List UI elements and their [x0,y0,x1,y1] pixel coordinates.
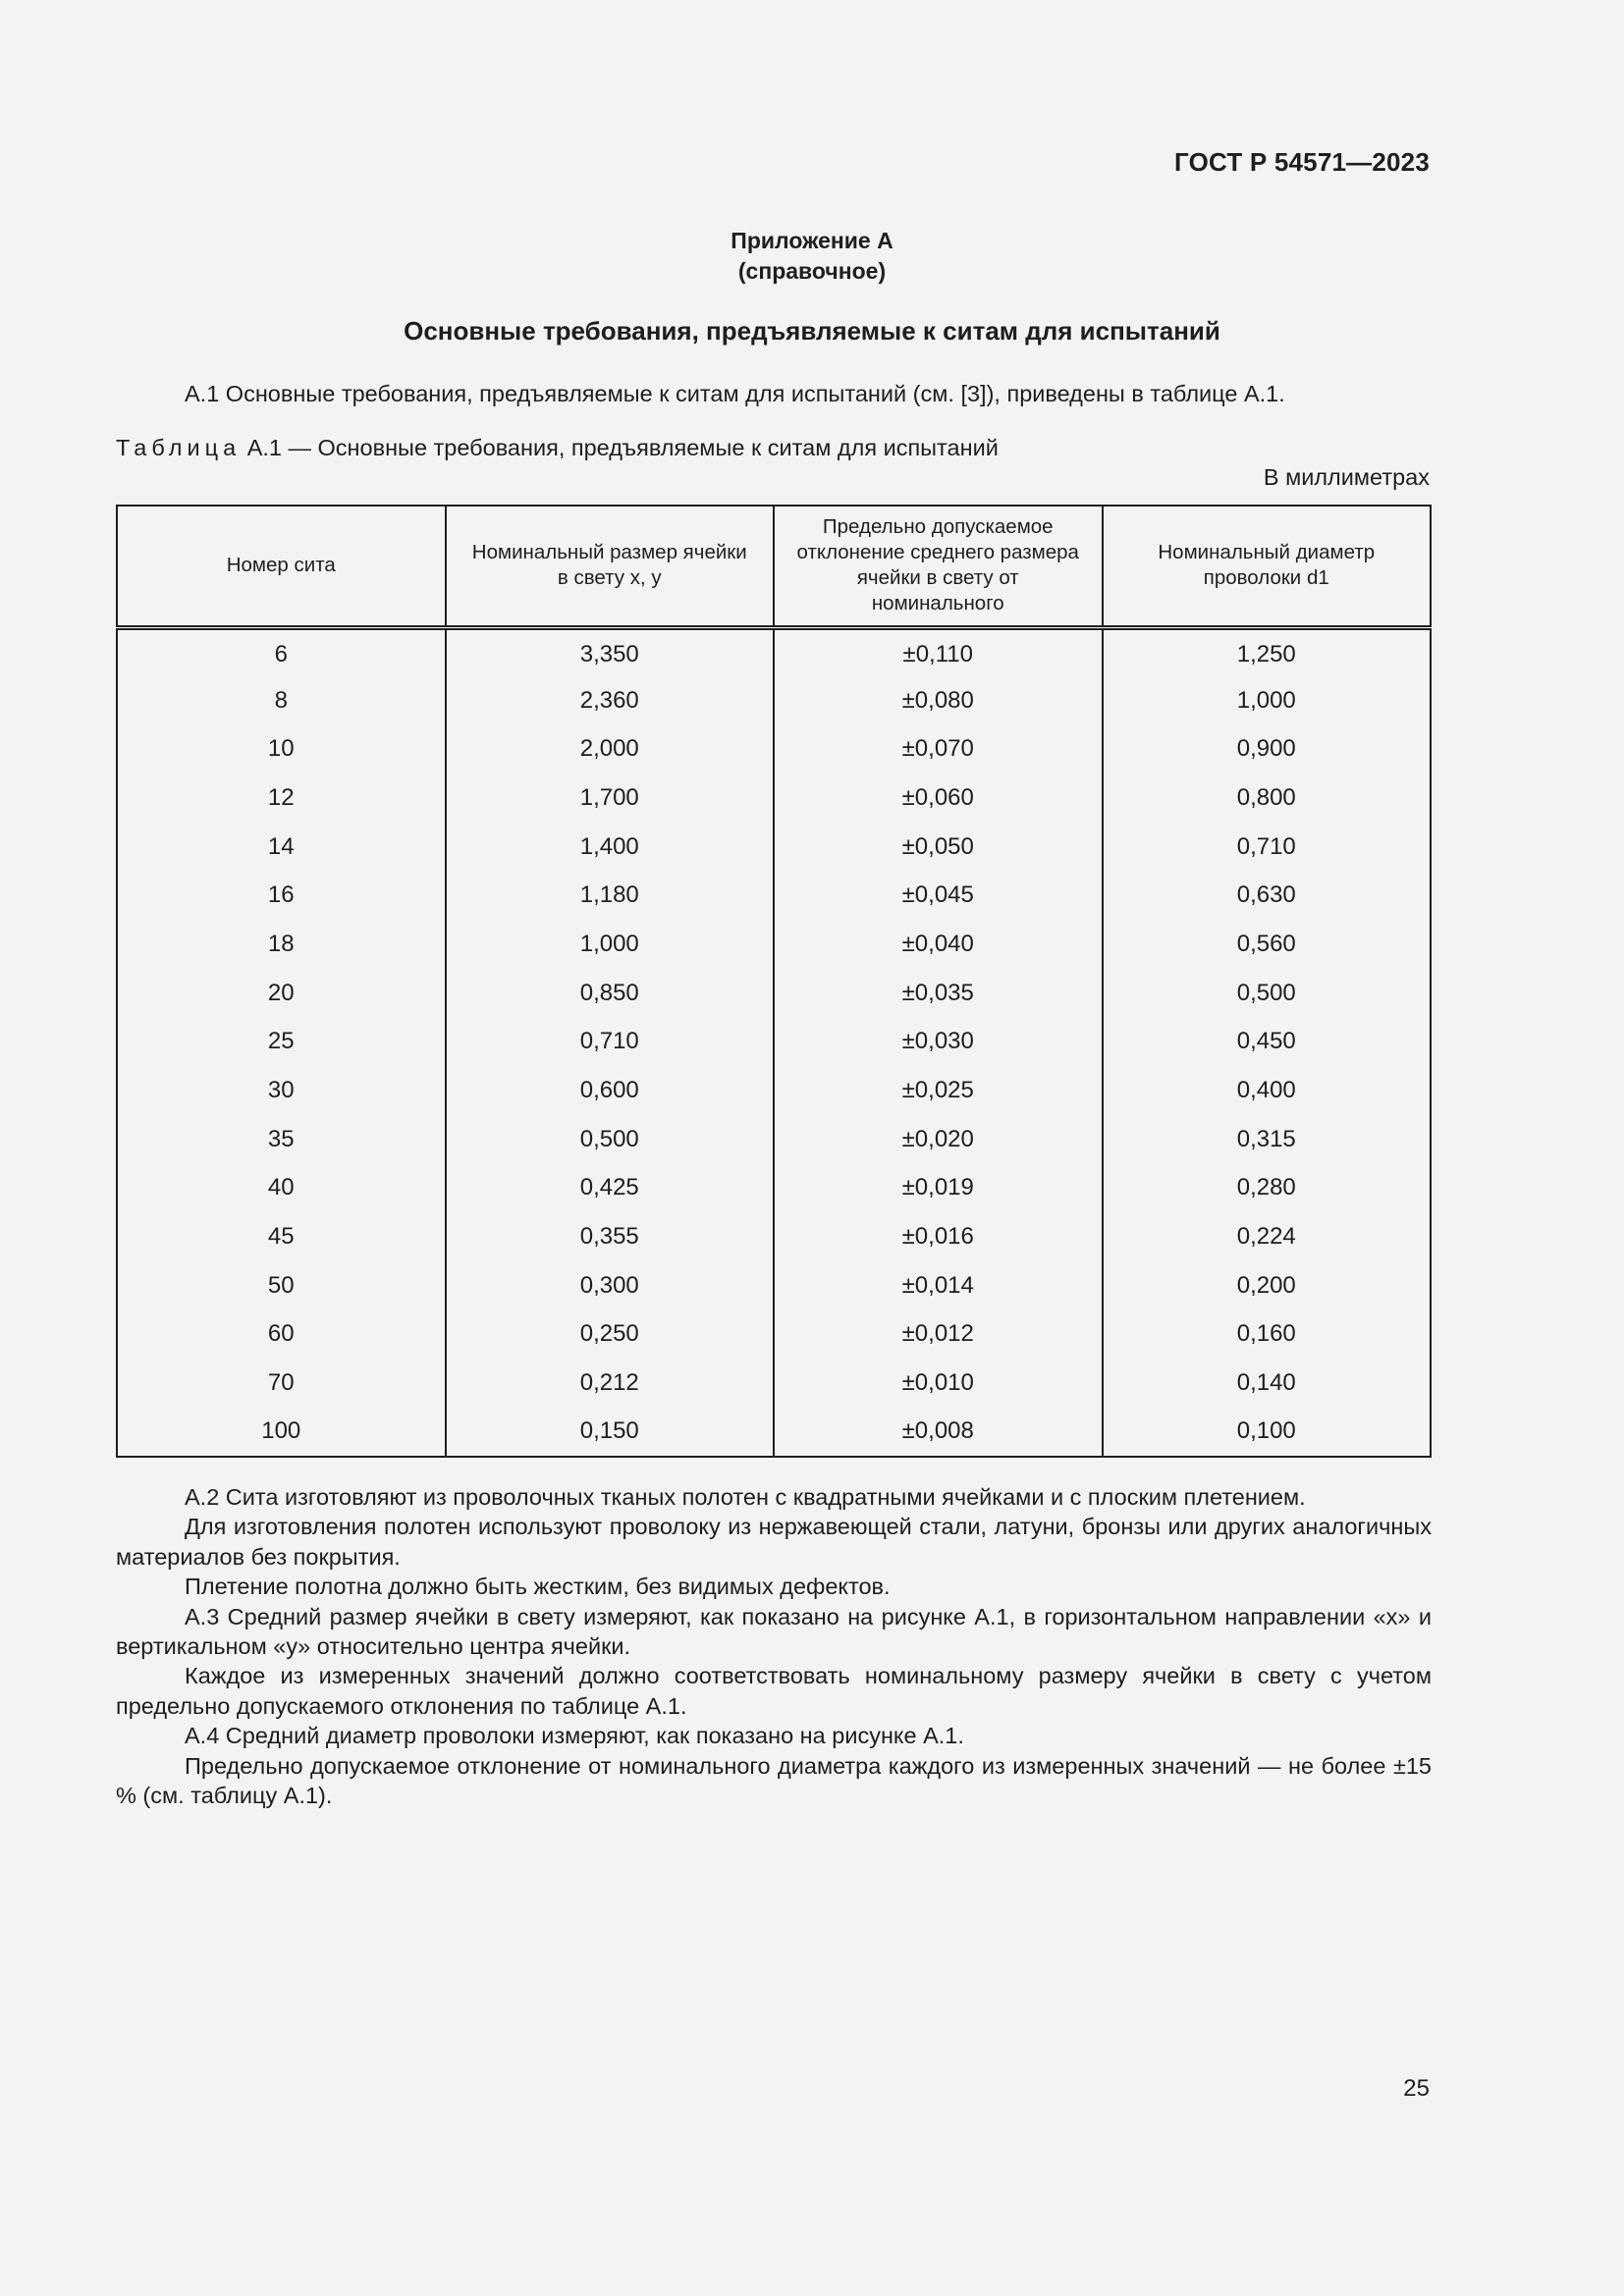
cell-wire-diameter: 0,224 [1103,1212,1432,1261]
cell-mesh-size: 0,600 [446,1066,775,1115]
section-title: Основные требования, предъявляемые к ситам для испытаний [404,316,1220,346]
cell-wire-diameter: 0,630 [1103,871,1432,920]
body-paragraph: А.4 Средний диаметр проволоки измеряют, как показано на рисунке А.1. [185,1723,964,1749]
body-paragraph: А.3 Средний размер ячейки в свету измеряют, как показано на рисунке А.1, в горизонтальном направлении «x» и вертикальном «y» относительно центра ячейки. [116,1603,1432,1660]
annex-title: Приложение А [731,228,893,253]
cell-deviation: ±0,050 [774,823,1103,872]
body-paragraph: Плетение полотна должно быть жестким, без видимых дефектов. [185,1574,891,1600]
header-mesh-size: Номинальный размер ячейки в свету x, y [446,506,775,627]
cell-wire-diameter: 0,280 [1103,1164,1432,1213]
cell-mesh-size: 1,000 [446,920,775,969]
cell-sieve-number: 8 [117,676,446,725]
table-row [117,1164,1431,1213]
sieve-requirements-table [116,505,1432,1458]
cell-deviation: ±0,008 [774,1408,1103,1457]
table-row [117,1212,1431,1261]
table-caption-label: Таблица [116,435,242,460]
cell-deviation: ±0,080 [774,676,1103,725]
cell-wire-diameter: 0,400 [1103,1066,1432,1115]
table-row [117,1261,1431,1310]
cell-sieve-number: 35 [117,1115,446,1164]
cell-wire-diameter: 0,560 [1103,920,1432,969]
cell-mesh-size: 2,000 [446,724,775,774]
table-caption [116,435,999,461]
cell-sieve-number: 25 [117,1018,446,1067]
cell-mesh-size: 0,710 [446,1018,775,1067]
cell-wire-diameter: 0,315 [1103,1115,1432,1164]
body-paragraph: А.2 Сита изготовляют из проволочных тканых полотен с квадратными ячейками и с плоским плетением. [185,1484,1306,1510]
cell-mesh-size: 0,425 [446,1164,775,1213]
cell-sieve-number: 10 [117,724,446,774]
table-row [117,920,1431,969]
table-row [117,1408,1431,1457]
cell-mesh-size: 1,400 [446,823,775,872]
cell-sieve-number: 14 [117,823,446,872]
cell-deviation: ±0,060 [774,774,1103,823]
cell-mesh-size: 3,350 [446,627,775,676]
cell-deviation: ±0,025 [774,1066,1103,1115]
table-caption-text: А.1 — Основные требования, предъявляемые к ситам для испытаний [246,435,999,460]
cell-wire-diameter: 0,140 [1103,1359,1432,1408]
cell-wire-diameter: 1,250 [1103,627,1432,676]
cell-wire-diameter: 0,800 [1103,774,1432,823]
cell-sieve-number: 16 [117,871,446,920]
cell-wire-diameter: 0,500 [1103,969,1432,1018]
header-sieve-number: Номер сита [117,506,446,627]
body-paragraph: Каждое из измеренных значений должно соответствовать номинальному размеру ячейки в свету с учетом предельно допускаемого отклонения по таблице А.1. [116,1663,1432,1719]
cell-sieve-number: 20 [117,969,446,1018]
table-units: В миллиметрах [1263,464,1430,490]
cell-sieve-number: 18 [117,920,446,969]
cell-wire-diameter: 0,450 [1103,1018,1432,1067]
cell-mesh-size: 0,850 [446,969,775,1018]
annex-heading [0,226,1624,287]
table-row [117,676,1431,725]
cell-mesh-size: 1,700 [446,774,775,823]
table-row [117,627,1431,676]
page-number: 25 [1403,2075,1430,2102]
cell-sieve-number: 6 [117,627,446,676]
body-paragraph: Для изготовления полотен используют проволоку из нержавеющей стали, латуни, бронзы или других аналогичных материалов без покрытия. [116,1514,1432,1570]
header-wire-diameter: Номинальный диаметр проволоки d1 [1103,506,1432,627]
cell-mesh-size: 0,355 [446,1212,775,1261]
cell-deviation: ±0,010 [774,1359,1103,1408]
header-deviation: Предельно допускаемое отклонение среднего размера ячейки в свету от номинального [774,506,1103,627]
table-body [117,627,1431,1457]
cell-wire-diameter: 1,000 [1103,676,1432,725]
cell-sieve-number: 12 [117,774,446,823]
table-row [117,871,1431,920]
cell-wire-diameter: 0,200 [1103,1261,1432,1310]
cell-wire-diameter: 0,710 [1103,823,1432,872]
cell-deviation: ±0,016 [774,1212,1103,1261]
cell-mesh-size: 2,360 [446,676,775,725]
table-row [117,774,1431,823]
cell-deviation: ±0,012 [774,1310,1103,1360]
table-row [117,1115,1431,1164]
cell-deviation: ±0,040 [774,920,1103,969]
table-row [117,724,1431,774]
cell-deviation: ±0,110 [774,627,1103,676]
cell-wire-diameter: 0,100 [1103,1408,1432,1457]
table-header-row [117,506,1431,627]
cell-deviation: ±0,020 [774,1115,1103,1164]
cell-deviation: ±0,030 [774,1018,1103,1067]
cell-mesh-size: 0,250 [446,1310,775,1360]
cell-deviation: ±0,070 [774,724,1103,774]
cell-deviation: ±0,045 [774,871,1103,920]
table-row [117,1359,1431,1408]
cell-deviation: ±0,014 [774,1261,1103,1310]
cell-mesh-size: 0,500 [446,1115,775,1164]
cell-sieve-number: 60 [117,1310,446,1360]
cell-deviation: ±0,019 [774,1164,1103,1213]
cell-sieve-number: 50 [117,1261,446,1310]
standard-code: ГОСТ Р 54571—2023 [1174,147,1430,177]
cell-wire-diameter: 0,900 [1103,724,1432,774]
table-row [117,823,1431,872]
annex-subtitle: (справочное) [737,258,887,284]
cell-mesh-size: 0,150 [446,1408,775,1457]
body-paragraph: Предельно допускаемое отклонение от номинального диаметра каждого из измеренных значений — не более ±15 % (см. таблицу А.1). [116,1752,1432,1809]
paragraph-a1: А.1 Основные требования, предъявляемые к ситам для испытаний (см. [3]), приведены в таблице А.1. [185,381,1285,406]
cell-mesh-size: 0,212 [446,1359,775,1408]
cell-sieve-number: 30 [117,1066,446,1115]
cell-sieve-number: 70 [117,1359,446,1408]
table-row [117,1018,1431,1067]
table-row [117,1066,1431,1115]
cell-wire-diameter: 0,160 [1103,1310,1432,1360]
cell-sieve-number: 45 [117,1212,446,1261]
cell-sieve-number: 100 [117,1408,446,1457]
cell-mesh-size: 0,300 [446,1261,775,1310]
table-row [117,1310,1431,1360]
cell-mesh-size: 1,180 [446,871,775,920]
table-row [117,969,1431,1018]
body-text [116,1482,1432,1810]
cell-deviation: ±0,035 [774,969,1103,1018]
cell-sieve-number: 40 [117,1164,446,1213]
